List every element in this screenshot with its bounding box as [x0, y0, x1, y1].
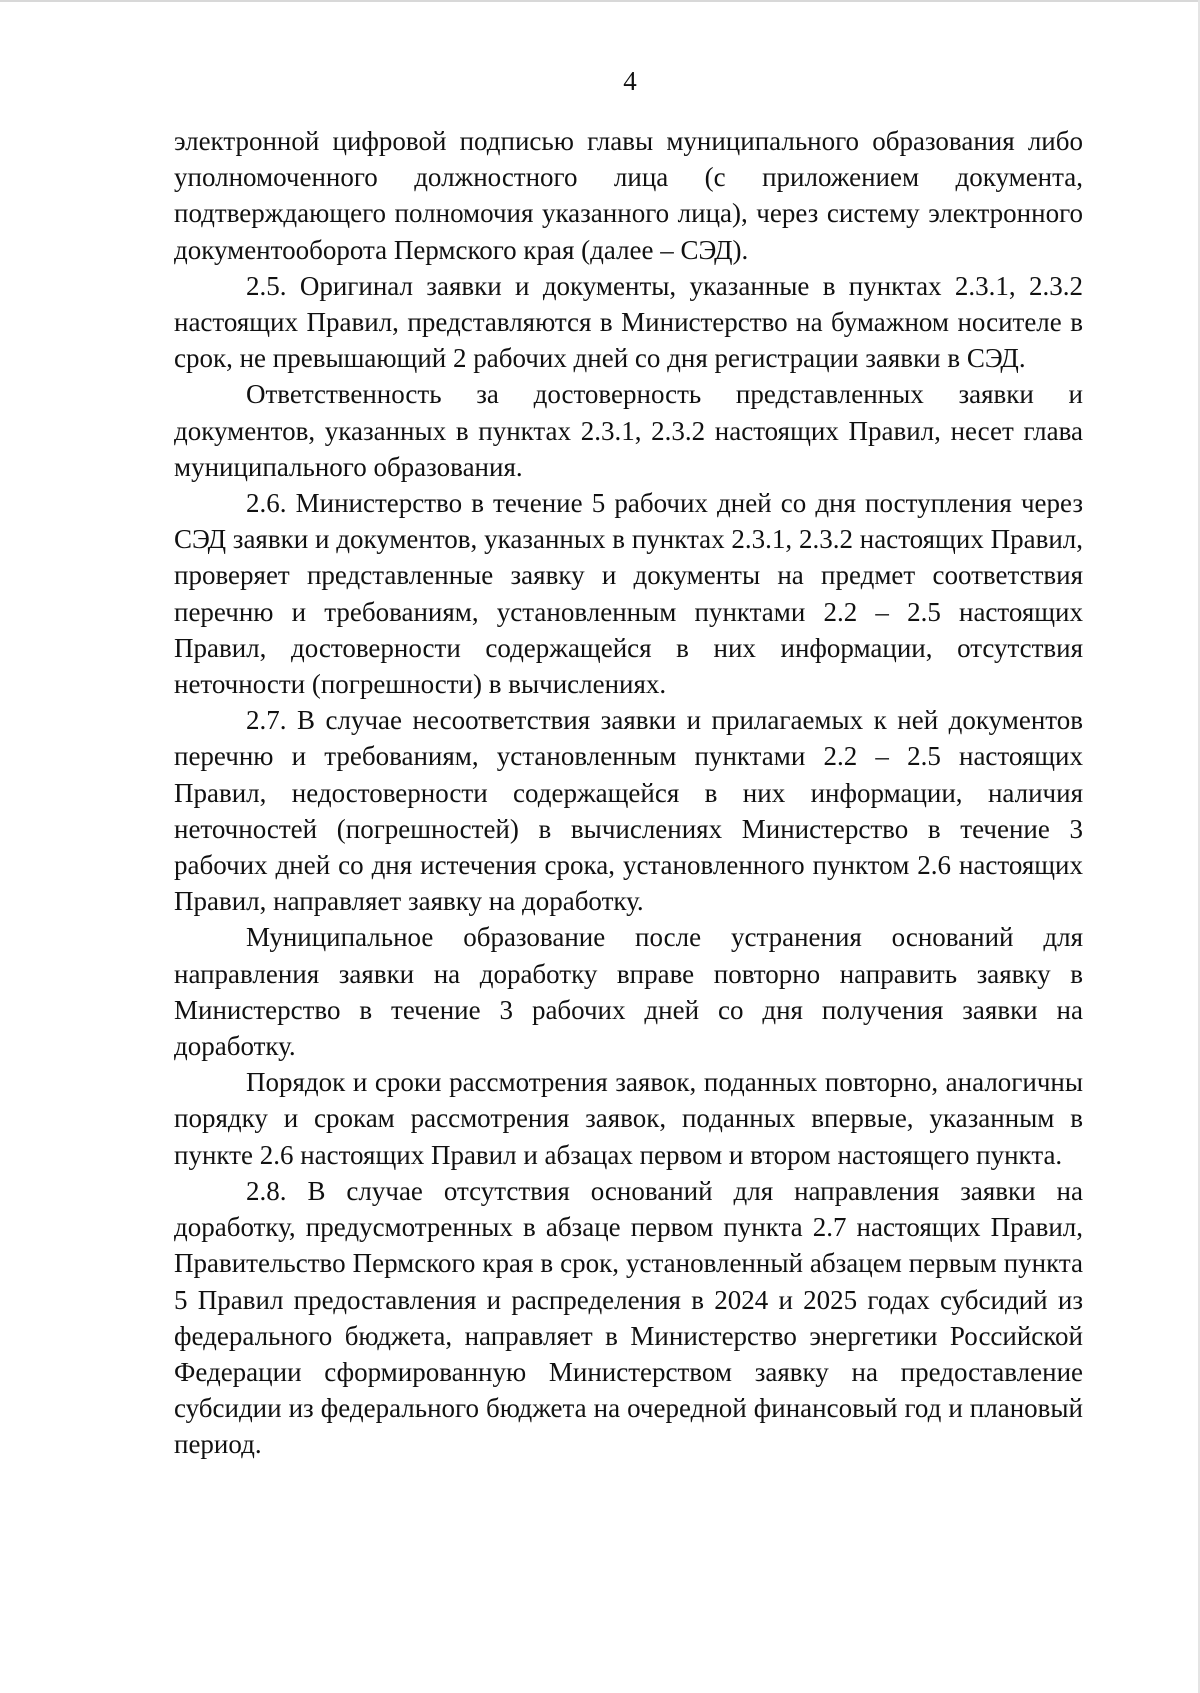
page-number: 4 — [623, 66, 637, 96]
paragraph-responsibility: Ответственность за достоверность представленных заявки и документов, указанных в пунктах 2.3.1, 2.3.2 настоящих Правил, несет глава муниципального образования. — [174, 379, 1083, 482]
paragraph-clause-2-8: 2.8. В случае отсутствия оснований для направления заявки на доработку, предусмотренных в абзаце первом пункта 2.7 настоящих Правил, Правительство Пермского края в срок, установленный абзацем первым пункта 5 Правил предоставления и распределения в 2024 и 2025 годах субсидий из федерального бюджета, направляет в Министерство энергетики Российской Федерации сформированную Министерством заявку на предоставление субсидии из федерального бюджета на очередной финансовый год и плановый период. — [174, 1175, 1083, 1460]
paragraph-clause-2-7: 2.7. В случае несоответствия заявки и прилагаемых к ней документов перечню и требованиям, установленным пунктами 2.2 – 2.5 настоящих Правил, недостоверности содержащейся в них информации, наличия неточностей (погрешностей) в вычислениях Министерство в течение 3 рабочих дней со дня истечения срока, установленного пунктом 2.6 настоящих Правил, направляет заявку на доработку. — [174, 705, 1083, 917]
scan-edge — [0, 0, 1200, 2]
document-body — [174, 123, 1083, 1463]
paragraph-clause-2-6: 2.6. Министерство в течение 5 рабочих дней со дня поступления через СЭД заявки и документов, указанных в пунктах 2.3.1, 2.3.2 настоящих Правил, проверяет представленные заявку и документы на предмет соответствия перечню и требованиям, установленным пунктами 2.2 – 2.5 настоящих Правил, достоверности содержащейся в них информации, отсутствия неточности (погрешности) в вычислениях. — [174, 488, 1083, 700]
paragraph-review-procedure: Порядок и сроки рассмотрения заявок, поданных повторно, аналогичны порядку и срокам рассмотрения заявок, поданных впервые, указанным в пункте 2.6 настоящих Правил и абзацах первом и втором настоящего пункта. — [174, 1067, 1083, 1170]
paragraph-resubmission: Муниципальное образование после устранения оснований для направления заявки на доработку вправе повторно направить заявку в Министерство в течение 3 рабочих дней со дня получения заявки на доработку. — [174, 922, 1083, 1062]
paragraph-clause-2-5: 2.5. Оригинал заявки и документы, указанные в пунктах 2.3.1, 2.3.2 настоящих Правил, представляются в Министерство на бумажном носителе в срок, не превышающий 2 рабочих дней со дня регистрации заявки в СЭД. — [174, 270, 1083, 374]
paragraph-continuation: электронной цифровой подписью главы муниципального образования либо уполномоченного должностного лица (с приложением документа, подтверждающего полномочия указанного лица), через систему электронного документооборота Пермского края (далее – СЭД). — [174, 126, 1083, 265]
